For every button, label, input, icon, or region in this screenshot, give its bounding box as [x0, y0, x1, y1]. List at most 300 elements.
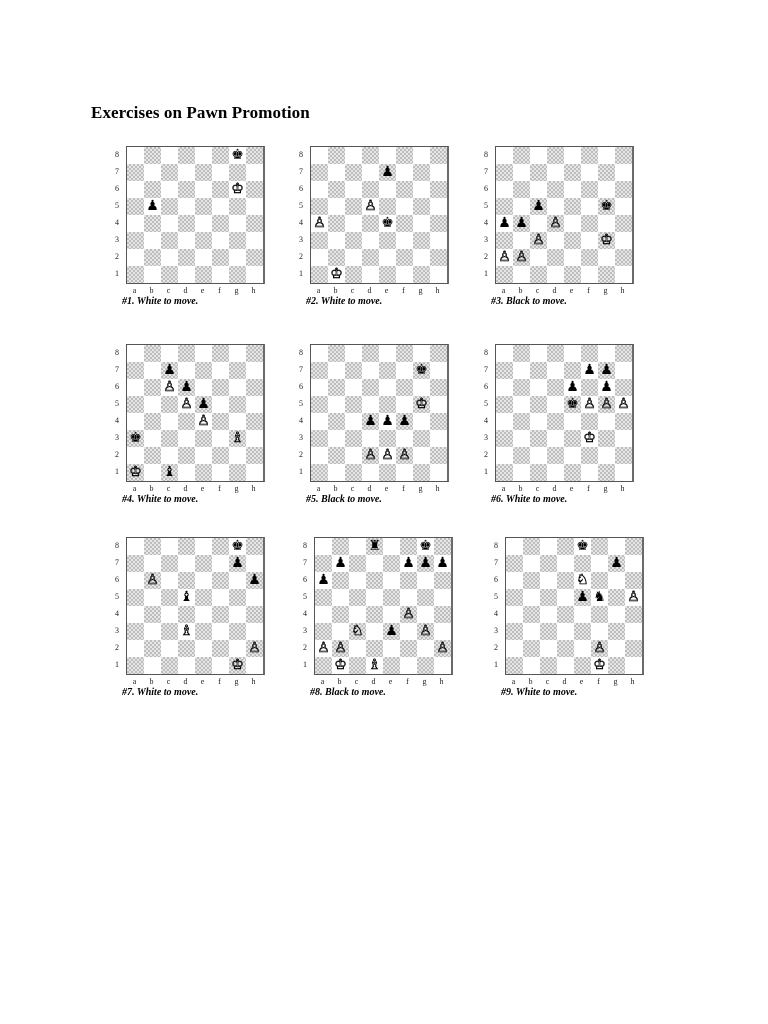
board-square-e2 — [564, 447, 581, 464]
board-square-b6 — [328, 181, 345, 198]
file-labels — [310, 484, 446, 494]
black-pawn-icon: ♟ — [576, 589, 589, 605]
board-square-e6 — [379, 181, 396, 198]
board-square-e6 — [564, 181, 581, 198]
board-square-h8 — [625, 538, 642, 555]
board-square-a3 — [311, 232, 328, 249]
board-square-h5 — [246, 589, 263, 606]
black-pawn-icon: ♟ — [610, 555, 623, 571]
board-square-f8 — [581, 147, 598, 164]
black-pawn-icon: ♟ — [402, 555, 415, 571]
rank-label: 3 — [303, 626, 307, 635]
board-square-f6 — [396, 181, 413, 198]
board-square-h7 — [430, 362, 447, 379]
board-square-h6 — [625, 572, 642, 589]
file-label: a — [320, 677, 325, 686]
diagram-caption: #8. Black to move. — [310, 687, 386, 698]
board-square-e1 — [379, 266, 396, 283]
white-pawn-icon: ♙ — [627, 589, 640, 605]
board-square-e5 — [379, 396, 396, 413]
board-square-e4 — [195, 215, 212, 232]
board-square-a6 — [311, 379, 328, 396]
white-knight-icon: ♘ — [351, 623, 364, 639]
board-square-e7 — [379, 362, 396, 379]
board-square-d2 — [547, 249, 564, 266]
board-square-h3 — [246, 623, 263, 640]
board-square-f8 — [212, 147, 229, 164]
board-square-a7 — [311, 362, 328, 379]
board-square-d8 — [547, 345, 564, 362]
board-square-d7 — [557, 555, 574, 572]
board-square-e6 — [195, 379, 212, 396]
rank-label: 4 — [115, 416, 119, 425]
board-square-g3 — [413, 232, 430, 249]
rank-label: 4 — [299, 218, 303, 227]
board-square-e8 — [564, 147, 581, 164]
black-pawn-icon: ♟ — [381, 164, 394, 180]
board-square-e8 — [379, 147, 396, 164]
diagram-caption: #5. Black to move. — [306, 494, 382, 505]
rank-label: 8 — [115, 348, 119, 357]
board-square-d6 — [547, 181, 564, 198]
board-square-h3 — [430, 430, 447, 447]
board-square-c3 — [345, 232, 362, 249]
board-square-b1 — [328, 464, 345, 481]
board-square-b5 — [144, 396, 161, 413]
board-square-b3 — [523, 623, 540, 640]
board-square-f2 — [581, 447, 598, 464]
board-square-a2 — [506, 640, 523, 657]
board-square-h4 — [246, 413, 263, 430]
board-square-f5 — [400, 589, 417, 606]
board-square-c1 — [345, 464, 362, 481]
rank-label: 8 — [484, 348, 488, 357]
board-square-g4 — [229, 215, 246, 232]
file-label: h — [251, 484, 256, 493]
rank-label: 4 — [484, 218, 488, 227]
board-square-b6 — [513, 379, 530, 396]
board-square-c2 — [345, 447, 362, 464]
board-square-e3 — [195, 232, 212, 249]
file-label: c — [350, 286, 355, 295]
board-square-e7 — [195, 362, 212, 379]
board-square-g1 — [413, 266, 430, 283]
board-square-a3 — [311, 430, 328, 447]
board-square-h2 — [615, 249, 632, 266]
board-square-b5 — [328, 198, 345, 215]
board-square-c3 — [161, 430, 178, 447]
rank-label: 4 — [484, 416, 488, 425]
rank-label: 1 — [299, 269, 303, 278]
board-square-b2 — [513, 447, 530, 464]
file-label: c — [545, 677, 550, 686]
board-square-a3 — [315, 623, 332, 640]
board-square-d3 — [362, 232, 379, 249]
black-king-icon: ♚ — [419, 538, 432, 554]
rank-label: 7 — [303, 558, 307, 567]
file-label: h — [620, 484, 625, 493]
file-label: g — [418, 286, 423, 295]
board-square-e3 — [379, 232, 396, 249]
white-pawn-icon: ♙ — [436, 640, 449, 656]
board-square-h8 — [430, 147, 447, 164]
file-label: a — [132, 677, 137, 686]
rank-label: 5 — [115, 592, 119, 601]
board-square-g4 — [413, 413, 430, 430]
board-square-e6 — [383, 572, 400, 589]
board-square-g5 — [229, 396, 246, 413]
black-pawn-icon: ♟ — [532, 198, 545, 214]
board-square-d1 — [178, 657, 195, 674]
rank-label: 8 — [299, 150, 303, 159]
board-square-c8 — [530, 147, 547, 164]
board-square-f4 — [591, 606, 608, 623]
board-square-c8 — [345, 345, 362, 362]
file-label: f — [587, 484, 590, 493]
rank-label: 6 — [303, 575, 307, 584]
board-square-h8 — [430, 345, 447, 362]
board-square-b3 — [332, 623, 349, 640]
board-square-e7 — [564, 362, 581, 379]
board-square-h3 — [246, 430, 263, 447]
board-square-h2 — [625, 640, 642, 657]
board-square-a2 — [496, 447, 513, 464]
board-square-f8 — [396, 345, 413, 362]
board-square-c2 — [161, 249, 178, 266]
board-square-a4 — [127, 606, 144, 623]
rank-label: 3 — [115, 626, 119, 635]
file-label: f — [402, 286, 405, 295]
board-square-c2 — [540, 640, 557, 657]
board-square-a5 — [315, 589, 332, 606]
rank-label: 4 — [303, 609, 307, 618]
black-pawn-icon: ♟ — [248, 572, 261, 588]
board-square-h4 — [246, 215, 263, 232]
board-square-f4 — [581, 215, 598, 232]
board-square-c1 — [530, 464, 547, 481]
board-square-b1 — [144, 657, 161, 674]
board-square-g2 — [417, 640, 434, 657]
white-pawn-icon: ♙ — [364, 198, 377, 214]
white-king-icon: ♔ — [231, 657, 244, 673]
black-pawn-icon: ♟ — [180, 379, 193, 395]
board-square-h1 — [625, 657, 642, 674]
board-square-b6 — [332, 572, 349, 589]
board-square-h6 — [615, 181, 632, 198]
file-label: e — [200, 286, 205, 295]
board-square-b1 — [144, 464, 161, 481]
white-king-icon: ♔ — [231, 181, 244, 197]
board-square-b5 — [523, 589, 540, 606]
board-square-f3 — [581, 232, 598, 249]
board-square-b3 — [328, 232, 345, 249]
board-square-d6 — [547, 379, 564, 396]
file-label: c — [535, 484, 540, 493]
board-square-d7 — [366, 555, 383, 572]
board-square-d6 — [557, 572, 574, 589]
board-square-b6 — [523, 572, 540, 589]
chess-board — [126, 344, 265, 482]
board-square-b8 — [328, 345, 345, 362]
rank-label: 2 — [484, 450, 488, 459]
board-square-f5 — [212, 589, 229, 606]
board-square-a7 — [315, 555, 332, 572]
board-square-d3 — [362, 430, 379, 447]
board-square-a7 — [127, 555, 144, 572]
black-pawn-icon: ♟ — [231, 555, 244, 571]
board-square-f3 — [212, 430, 229, 447]
board-square-e2 — [564, 249, 581, 266]
board-square-a5 — [127, 396, 144, 413]
rank-label: 3 — [299, 235, 303, 244]
file-label: g — [418, 484, 423, 493]
rank-label: 2 — [494, 643, 498, 652]
black-king-icon: ♚ — [381, 215, 394, 231]
diagram-caption: #6. White to move. — [491, 494, 568, 505]
board-square-c3 — [345, 430, 362, 447]
white-king-icon: ♔ — [600, 232, 613, 248]
board-square-a8 — [127, 538, 144, 555]
board-square-c6 — [161, 181, 178, 198]
file-label: a — [132, 484, 137, 493]
board-square-e1 — [383, 657, 400, 674]
file-labels — [126, 677, 262, 687]
board-square-e3 — [195, 430, 212, 447]
rank-label: 3 — [115, 235, 119, 244]
diagram-caption: #1. White to move. — [122, 296, 199, 307]
file-label: g — [234, 677, 239, 686]
file-label: e — [384, 286, 389, 295]
white-pawn-icon: ♙ — [180, 396, 193, 412]
file-label: b — [528, 677, 533, 686]
board-square-a5 — [496, 198, 513, 215]
file-label: e — [200, 484, 205, 493]
rank-label: 1 — [115, 467, 119, 476]
white-pawn-icon: ♙ — [515, 249, 528, 265]
board-square-g4 — [598, 413, 615, 430]
board-square-g6 — [417, 572, 434, 589]
white-pawn-icon: ♙ — [197, 413, 210, 429]
board-square-h2 — [615, 447, 632, 464]
board-square-f5 — [212, 198, 229, 215]
board-square-c4 — [349, 606, 366, 623]
board-square-c1 — [161, 266, 178, 283]
rank-label: 5 — [115, 201, 119, 210]
board-square-g2 — [229, 249, 246, 266]
board-square-a7 — [496, 164, 513, 181]
board-square-a8 — [311, 147, 328, 164]
black-pawn-icon: ♟ — [163, 362, 176, 378]
board-square-d8 — [178, 147, 195, 164]
black-bishop-icon: ♝ — [180, 589, 193, 605]
board-square-f3 — [591, 623, 608, 640]
board-square-e8 — [195, 345, 212, 362]
diagram-caption: #7. White to move. — [122, 687, 199, 698]
board-square-f4 — [396, 215, 413, 232]
board-square-b4 — [332, 606, 349, 623]
board-square-b3 — [513, 232, 530, 249]
board-square-e1 — [574, 657, 591, 674]
board-square-e3 — [379, 430, 396, 447]
board-square-c2 — [161, 640, 178, 657]
board-square-f8 — [212, 538, 229, 555]
board-square-b3 — [144, 623, 161, 640]
board-square-h1 — [430, 266, 447, 283]
board-square-h5 — [430, 198, 447, 215]
board-square-d2 — [557, 640, 574, 657]
board-square-b4 — [144, 215, 161, 232]
board-square-e6 — [379, 379, 396, 396]
white-knight-icon: ♘ — [576, 572, 589, 588]
board-square-b4 — [513, 413, 530, 430]
board-square-f2 — [212, 640, 229, 657]
board-square-d7 — [178, 555, 195, 572]
page-title: Exercises on Pawn Promotion — [91, 103, 310, 123]
chess-board — [310, 344, 449, 482]
board-square-h7 — [625, 555, 642, 572]
board-square-d3 — [547, 430, 564, 447]
board-square-e2 — [195, 249, 212, 266]
chess-board — [495, 344, 634, 482]
file-label: d — [183, 484, 188, 493]
black-king-icon: ♚ — [231, 538, 244, 554]
black-pawn-icon: ♟ — [600, 362, 613, 378]
board-square-e7 — [195, 555, 212, 572]
board-square-b8 — [144, 147, 161, 164]
board-square-a1 — [315, 657, 332, 674]
board-square-f1 — [581, 266, 598, 283]
rank-label: 4 — [299, 416, 303, 425]
board-square-d5 — [178, 198, 195, 215]
board-square-c3 — [540, 623, 557, 640]
board-square-e3 — [564, 430, 581, 447]
chess-board — [505, 537, 644, 675]
file-labels — [495, 286, 631, 296]
board-square-f7 — [212, 362, 229, 379]
board-square-a2 — [311, 447, 328, 464]
board-square-f6 — [212, 572, 229, 589]
board-square-c4 — [161, 215, 178, 232]
rank-label: 7 — [115, 365, 119, 374]
black-king-icon: ♚ — [415, 362, 428, 378]
board-square-a6 — [311, 181, 328, 198]
file-label: f — [597, 677, 600, 686]
black-pawn-icon: ♟ — [364, 413, 377, 429]
rank-label: 7 — [115, 558, 119, 567]
black-rook-icon: ♜ — [368, 538, 381, 554]
board-square-c2 — [530, 447, 547, 464]
board-square-a4 — [496, 413, 513, 430]
board-square-g4 — [608, 606, 625, 623]
white-king-icon: ♔ — [129, 464, 142, 480]
board-square-a5 — [506, 589, 523, 606]
white-bishop-icon: ♗ — [368, 657, 381, 673]
rank-label: 6 — [484, 382, 488, 391]
black-king-icon: ♚ — [129, 430, 142, 446]
board-square-h4 — [625, 606, 642, 623]
board-square-d3 — [178, 430, 195, 447]
board-square-a1 — [496, 266, 513, 283]
board-square-c5 — [530, 396, 547, 413]
board-square-h6 — [430, 181, 447, 198]
board-square-a6 — [127, 181, 144, 198]
file-label: d — [183, 677, 188, 686]
rank-label: 5 — [484, 201, 488, 210]
board-square-a3 — [496, 430, 513, 447]
board-square-e1 — [379, 464, 396, 481]
board-square-e2 — [195, 447, 212, 464]
board-square-a6 — [127, 379, 144, 396]
black-pawn-icon: ♟ — [398, 413, 411, 429]
board-square-g4 — [417, 606, 434, 623]
board-square-f3 — [396, 232, 413, 249]
board-square-c8 — [530, 345, 547, 362]
board-square-f5 — [212, 396, 229, 413]
file-label: h — [620, 286, 625, 295]
file-label: d — [367, 286, 372, 295]
board-square-g8 — [413, 345, 430, 362]
board-square-f7 — [581, 164, 598, 181]
file-label: c — [354, 677, 359, 686]
board-square-g8 — [598, 147, 615, 164]
board-square-f7 — [212, 555, 229, 572]
file-labels — [495, 484, 631, 494]
board-square-d1 — [362, 464, 379, 481]
board-square-c5 — [161, 198, 178, 215]
board-square-f1 — [212, 266, 229, 283]
file-label: c — [350, 484, 355, 493]
board-square-g6 — [608, 572, 625, 589]
board-square-h7 — [246, 164, 263, 181]
board-square-e2 — [195, 640, 212, 657]
board-square-e1 — [564, 266, 581, 283]
board-square-h7 — [615, 362, 632, 379]
board-square-f1 — [212, 657, 229, 674]
board-square-c2 — [161, 447, 178, 464]
board-square-g7 — [229, 362, 246, 379]
board-square-e4 — [195, 606, 212, 623]
board-square-g2 — [413, 249, 430, 266]
board-square-h3 — [615, 232, 632, 249]
file-labels — [126, 286, 262, 296]
board-square-g7 — [598, 164, 615, 181]
white-pawn-icon: ♙ — [398, 447, 411, 463]
rank-label: 8 — [303, 541, 307, 550]
rank-label: 6 — [115, 382, 119, 391]
board-square-d7 — [178, 164, 195, 181]
board-square-h7 — [615, 164, 632, 181]
board-square-c6 — [540, 572, 557, 589]
white-king-icon: ♔ — [334, 657, 347, 673]
board-square-e7 — [574, 555, 591, 572]
board-square-e3 — [195, 623, 212, 640]
board-square-a6 — [496, 379, 513, 396]
board-square-c1 — [161, 657, 178, 674]
board-square-b4 — [328, 413, 345, 430]
board-square-b7 — [513, 164, 530, 181]
rank-label: 5 — [484, 399, 488, 408]
board-square-d3 — [557, 623, 574, 640]
board-square-e1 — [564, 464, 581, 481]
board-square-g6 — [413, 379, 430, 396]
board-square-g4 — [413, 215, 430, 232]
board-square-d2 — [366, 640, 383, 657]
board-square-d8 — [547, 147, 564, 164]
board-square-e2 — [574, 640, 591, 657]
rank-label: 1 — [115, 269, 119, 278]
board-square-f3 — [396, 430, 413, 447]
board-square-h8 — [615, 345, 632, 362]
